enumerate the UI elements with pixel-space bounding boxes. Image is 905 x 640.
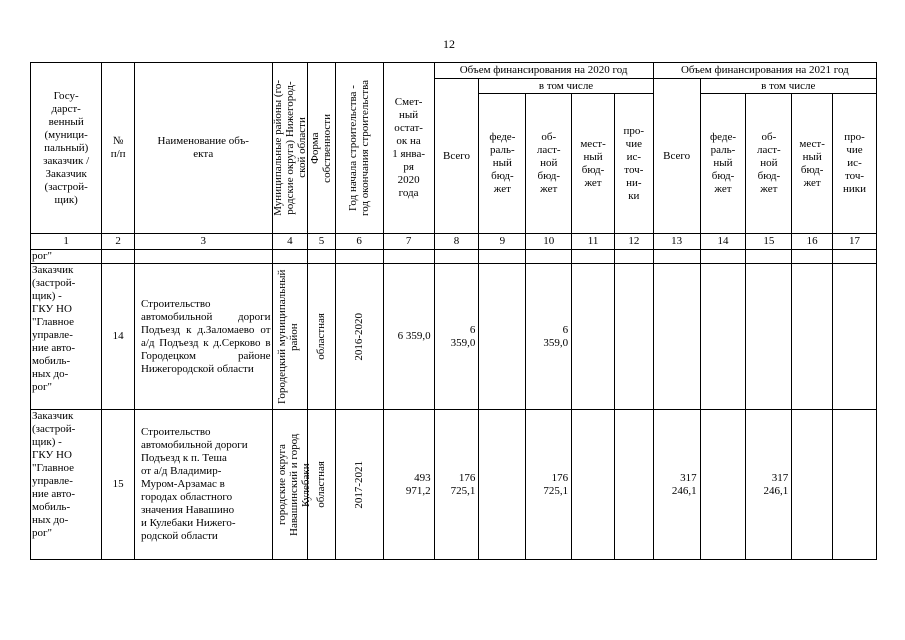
row-object-name: Строительство автомобильной дороги Подъезд к д.Заломаево от а/д Подъезд к д.Серково в Городецком районе Нижегородской области: [134, 264, 272, 410]
row-years: 2016-2020: [335, 264, 383, 410]
row-federal-2020: [479, 410, 526, 560]
header-federal-2021: феде- раль- ный бюд- жет: [700, 94, 746, 234]
column-number: 3: [134, 234, 272, 250]
header-districts: Муниципальные районы (го- родские округа) Нижегород- ской области: [272, 63, 308, 234]
column-number: 16: [792, 234, 833, 250]
column-number: 11: [572, 234, 615, 250]
column-number: 6: [335, 234, 383, 250]
page-number: 12: [443, 37, 455, 51]
header-num: № п/п: [102, 63, 135, 234]
header-other-2020: про- чие ис- точ- ни- ки: [614, 94, 653, 234]
row-customer: Заказчик (застрой- щик) - ГКУ НО "Главное управле- ние авто- мобиль- ных до- рог": [31, 410, 102, 560]
header-local-2021: мест- ный бюд- жет: [792, 94, 833, 234]
column-number: 8: [434, 234, 479, 250]
row-federal-2021: [700, 410, 746, 560]
row-customer: Заказчик (застрой- щик) - ГКУ НО "Главное управле- ние авто- мобиль- ных до- рог": [31, 264, 102, 410]
row-total-2021: [653, 264, 700, 410]
column-number: 14: [700, 234, 746, 250]
column-number: 2: [102, 234, 135, 250]
row-regional-2021: [746, 264, 792, 410]
header-object-name: Наименование объ- екта: [134, 63, 272, 234]
header-remainder: Смет- ный остат- ок на 1 янва- ря 2020 года: [383, 63, 434, 234]
row-local-2020: [572, 264, 615, 410]
column-number: 15: [746, 234, 792, 250]
column-number: 4: [272, 234, 308, 250]
header-total-2021: Всего: [653, 79, 700, 234]
row-ownership: областная: [308, 264, 336, 410]
header-regional-2021: об- ласт- ной бюд- жет: [746, 94, 792, 234]
column-number: 12: [614, 234, 653, 250]
row-regional-2020: 6 359,0: [526, 264, 572, 410]
row-remainder: 493 971,2: [383, 410, 434, 560]
table-row: [31, 410, 877, 560]
column-numbers-row: [31, 234, 877, 250]
row-regional-2021: 317 246,1: [746, 410, 792, 560]
row-years: 2017-2021: [335, 410, 383, 560]
header-regional-2020: об- ласт- ной бюд- жет: [526, 94, 572, 234]
financing-table: [30, 62, 877, 560]
header-fin-2021: Объем финансирования на 2021 год: [653, 63, 876, 79]
row-num: 15: [102, 410, 135, 560]
column-number: 13: [653, 234, 700, 250]
row-object-name: Строительство автомобильной дороги Подъезд к п. Теша от а/д Владимир- Муром-Арзамас в городах областного значения Навашино и Кулебаки Нижего- родской области: [134, 410, 272, 560]
header-row-1: [31, 63, 877, 79]
row-other-2020: [614, 264, 653, 410]
row-federal-2021: [700, 264, 746, 410]
header-customer: Госу- дарст- венный (муници- пальный) заказчик / Заказчик (застрой- щик): [31, 63, 102, 234]
header-federal-2020: феде- раль- ный бюд- жет: [479, 94, 526, 234]
header-other-2021: про- чие ис- точ- ники: [833, 94, 877, 234]
row-district: городские округа Навашинский и город Кулебаки: [272, 410, 308, 560]
row-federal-2020: [479, 264, 526, 410]
row-other-2021: [833, 410, 877, 560]
column-number: 9: [479, 234, 526, 250]
row-total-2020: 176 725,1: [434, 410, 479, 560]
header-including-2021: в том числе: [700, 79, 876, 94]
continuation-text: рог": [31, 250, 102, 264]
header-local-2020: мест- ный бюд- жет: [572, 94, 615, 234]
column-number: 10: [526, 234, 572, 250]
continuation-row: [31, 250, 877, 264]
header-total-2020: Всего: [434, 79, 479, 234]
row-regional-2020: 176 725,1: [526, 410, 572, 560]
column-number: 7: [383, 234, 434, 250]
header-fin-2020: Объем финансирования на 2020 год: [434, 63, 653, 79]
header-years: Год начала строительства - год окончания строительства: [335, 63, 383, 234]
row-total-2021: 317 246,1: [653, 410, 700, 560]
row-local-2020: [572, 410, 615, 560]
row-district: Городецкий муниципальный район: [272, 264, 308, 410]
row-local-2021: [792, 264, 833, 410]
column-number: 5: [308, 234, 336, 250]
column-number: 1: [31, 234, 102, 250]
row-ownership: областная: [308, 410, 336, 560]
row-local-2021: [792, 410, 833, 560]
row-other-2020: [614, 410, 653, 560]
header-ownership: Форма собственности: [308, 63, 336, 234]
row-total-2020: 6 359,0: [434, 264, 479, 410]
row-remainder: 6 359,0: [383, 264, 434, 410]
column-number: 17: [833, 234, 877, 250]
row-num: 14: [102, 264, 135, 410]
table-row: [31, 264, 877, 410]
header-including-2020: в том числе: [479, 79, 653, 94]
row-other-2021: [833, 264, 877, 410]
